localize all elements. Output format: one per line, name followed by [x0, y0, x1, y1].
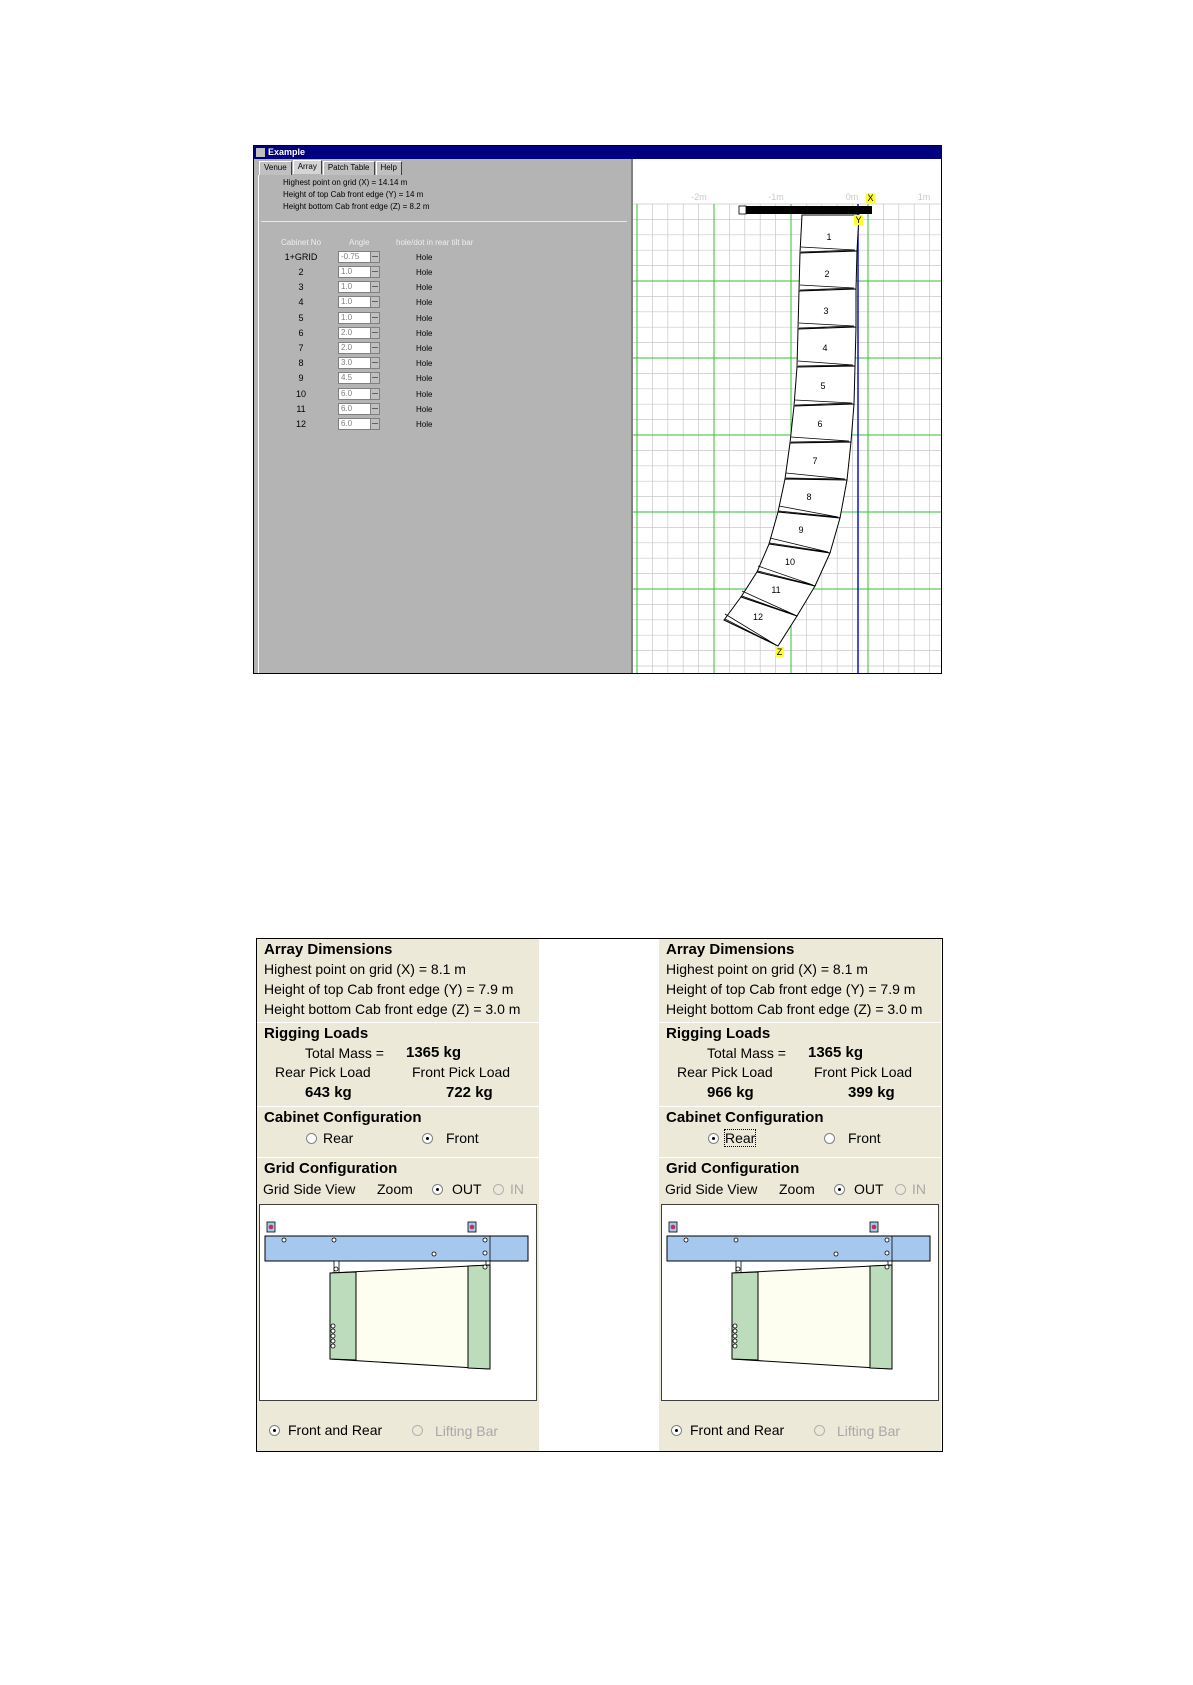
cabinet-row: [259, 280, 459, 294]
axis-tick-label: 0m: [845, 192, 859, 202]
rear-pick-load-label: Rear Pick Load: [677, 1064, 773, 1080]
total-mass-label: Total Mass =: [305, 1045, 384, 1061]
lifting-bar-radio: [412, 1425, 423, 1436]
cabinet-number-label: 6: [817, 419, 823, 429]
info-bottom-cab-height: Height bottom Cab front edge (Z) = 8.2 m: [283, 202, 430, 211]
angle-spinbox[interactable]: [338, 281, 380, 293]
dim-highest-point: Highest point on grid (X) = 8.1 m: [264, 961, 466, 977]
grid-configuration-section: [659, 1158, 941, 1451]
dim-highest-point: Highest point on grid (X) = 8.1 m: [666, 961, 868, 977]
zoom-label: Zoom: [779, 1181, 815, 1197]
front-radio-label[interactable]: Front: [446, 1130, 479, 1146]
angle-spinbox[interactable]: [338, 296, 380, 308]
total-mass-value: 1365 kg: [406, 1044, 462, 1061]
angle-spinbox[interactable]: [338, 251, 380, 263]
grid-bar-end: [739, 206, 746, 214]
rear-radio[interactable]: [708, 1133, 719, 1144]
zoom-out-radio[interactable]: [432, 1184, 443, 1195]
header-cabinet-no: Cabinet No: [281, 238, 322, 247]
rear-radio-label[interactable]: Rear: [323, 1130, 354, 1146]
cabinet-row: [259, 356, 459, 370]
front-pick-load-value: 722 kg: [446, 1084, 493, 1101]
angle-value: -0.75: [341, 252, 360, 261]
hole-value: Hole: [416, 268, 433, 277]
cabinet-number-label: 11: [771, 585, 781, 595]
front-radio[interactable]: [824, 1133, 835, 1144]
rigging-loads-title: Rigging Loads: [666, 1025, 771, 1042]
front-and-rear-label[interactable]: Front and Rear: [690, 1422, 785, 1438]
angle-spinbox[interactable]: [338, 388, 380, 400]
cabinet-number-label: 1: [826, 232, 832, 242]
total-mass-label: Total Mass =: [707, 1045, 786, 1061]
cabinet-row: [259, 265, 459, 279]
dim-top-cab-height: Height of top Cab front edge (Y) = 7.9 m: [264, 981, 514, 997]
hole-value: Hole: [416, 253, 433, 262]
rear-pick-load-label: Rear Pick Load: [275, 1064, 371, 1080]
tab-venue[interactable]: Venue: [259, 161, 292, 175]
spin-arrows-icon[interactable]: [370, 313, 379, 323]
array-plot: [633, 159, 941, 673]
total-mass-value: 1365 kg: [808, 1044, 864, 1061]
hole-value: Hole: [416, 405, 433, 414]
cabinet-number-label: 9: [798, 525, 804, 535]
front-radio-label[interactable]: Front: [848, 1130, 881, 1146]
window-title: Example: [268, 147, 306, 157]
spin-arrows-icon[interactable]: [370, 358, 379, 368]
example-window: [253, 145, 942, 674]
cabinet-number: 1+GRID: [284, 252, 318, 262]
marker-y: Y: [855, 215, 862, 225]
angle-value: 4.5: [341, 373, 353, 382]
axis-tick-label: 1m: [917, 192, 931, 202]
cabinet-configuration-title: Cabinet Configuration: [666, 1109, 824, 1126]
rear-pick-load-value: 643 kg: [305, 1084, 352, 1101]
lifting-bar-label: Lifting Bar: [837, 1423, 901, 1439]
angle-value: 6.0: [341, 419, 353, 428]
front-pick-load-label: Front Pick Load: [412, 1064, 511, 1080]
spin-arrows-icon[interactable]: [370, 252, 379, 262]
front-radio[interactable]: [422, 1133, 433, 1144]
grid-configuration-section: [257, 1158, 539, 1451]
angle-value: 1.0: [341, 282, 353, 291]
zoom-in-label: IN: [510, 1181, 524, 1197]
spin-arrows-icon[interactable]: [370, 267, 379, 277]
marker-z: Z: [776, 647, 783, 657]
config-panel-front: [257, 939, 539, 1451]
array-side-view: [633, 159, 941, 673]
cabinet-number: 5: [298, 313, 304, 323]
cabinet-row: [259, 417, 459, 431]
array-tab-panel: [258, 175, 627, 673]
spin-arrows-icon[interactable]: [370, 343, 379, 353]
rigging-loads-section: [257, 1023, 539, 1107]
cabinet-number-label: 5: [820, 381, 826, 391]
cabinet-row: [259, 326, 459, 340]
grid-configuration-title: Grid Configuration: [666, 1160, 800, 1177]
rigging-loads-title: Rigging Loads: [264, 1025, 369, 1042]
cabinet-configuration-title: Cabinet Configuration: [264, 1109, 422, 1126]
marker-x: X: [867, 193, 874, 203]
header-angle: Angle: [349, 238, 370, 247]
hole-value: Hole: [416, 390, 433, 399]
cabinet-row: [259, 250, 459, 264]
dim-top-cab-height: Height of top Cab front edge (Y) = 7.9 m: [666, 981, 916, 997]
dim-bottom-cab-height: Height bottom Cab front edge (Z) = 3.0 m: [264, 1001, 521, 1017]
spin-arrows-icon[interactable]: [370, 328, 379, 338]
array-dimensions-title: Array Dimensions: [666, 941, 795, 958]
angle-value: 1.0: [341, 313, 353, 322]
array-info: [261, 175, 627, 222]
tab-strip: [259, 161, 403, 175]
rear-radio-label[interactable]: Rear: [725, 1130, 756, 1146]
cabinet-number-label: 8: [806, 492, 812, 502]
cabinet-row: [259, 295, 459, 309]
front-and-rear-radio[interactable]: [269, 1425, 280, 1436]
lifting-bar-label: Lifting Bar: [435, 1423, 499, 1439]
angle-value: 6.0: [341, 389, 353, 398]
info-top-cab-height: Height of top Cab front edge (Y) = 14 m: [283, 190, 424, 199]
front-and-rear-radio[interactable]: [671, 1425, 682, 1436]
grid-drawing: [662, 1205, 938, 1400]
grid-configuration-title: Grid Configuration: [264, 1160, 398, 1177]
hole-value: Hole: [416, 314, 433, 323]
front-and-rear-label[interactable]: Front and Rear: [288, 1422, 383, 1438]
tab-patch-table[interactable]: Patch Table: [323, 161, 375, 175]
spin-arrows-icon[interactable]: [370, 297, 379, 307]
grid-side-view: [661, 1204, 939, 1401]
angle-value: 6.0: [341, 404, 353, 413]
angle-value: 2.0: [341, 328, 353, 337]
front-pick-load-value: 399 kg: [848, 1084, 895, 1101]
angle-spinbox[interactable]: [338, 418, 380, 430]
angle-spinbox[interactable]: [338, 372, 380, 384]
tab-help[interactable]: Help: [376, 161, 402, 175]
zoom-out-radio[interactable]: [834, 1184, 845, 1195]
cabinet-number: 6: [298, 328, 304, 338]
cabinet-number-label: 3: [823, 306, 829, 316]
grid-side-view-label: Grid Side View: [665, 1181, 758, 1197]
cabinet-number-label: 7: [812, 456, 818, 466]
cabinet-number-label: 2: [824, 269, 830, 279]
lifting-bar-radio: [814, 1425, 825, 1436]
hole-value: Hole: [416, 344, 433, 353]
angle-spinbox[interactable]: [338, 342, 380, 354]
spin-arrows-icon[interactable]: [370, 404, 379, 414]
cabinet-configuration-section: [659, 1107, 941, 1158]
hole-value: Hole: [416, 374, 433, 383]
cabinet-number: 7: [298, 343, 304, 353]
array-dimensions-section: [257, 939, 539, 1023]
axis-tick-label: -1m: [768, 192, 784, 202]
hole-value: Hole: [416, 283, 433, 292]
info-highest-point: Highest point on grid (X) = 14.14 m: [283, 178, 408, 187]
front-pick-load-label: Front Pick Load: [814, 1064, 913, 1080]
array-dimensions-section: [659, 939, 941, 1023]
cabinet-number: 11: [296, 404, 306, 414]
cabinet-number-label: 10: [784, 557, 796, 567]
cabinet-row: [259, 371, 459, 385]
cabinet-number: 4: [298, 297, 304, 307]
rigging-grid-bar: [745, 206, 872, 214]
angle-spinbox[interactable]: [338, 312, 380, 324]
cabinet-number-label: 12: [752, 612, 764, 622]
spin-arrows-icon[interactable]: [370, 389, 379, 399]
cabinet-number: 8: [298, 358, 304, 368]
cabinet-number: 10: [295, 389, 306, 399]
grid-side-view: [259, 1204, 537, 1401]
cabinet-configuration-section: [257, 1107, 539, 1158]
grid-side-view-label: Grid Side View: [263, 1181, 356, 1197]
cabinet-row: [259, 387, 459, 401]
cabinet-row: [259, 402, 459, 416]
array-dimensions-title: Array Dimensions: [264, 941, 393, 958]
hole-value: Hole: [416, 420, 433, 429]
left-pane: [254, 159, 633, 673]
cabinet-number: 9: [298, 373, 304, 383]
spin-arrows-icon[interactable]: [370, 419, 379, 429]
dim-bottom-cab-height: Height bottom Cab front edge (Z) = 3.0 m: [666, 1001, 923, 1017]
hole-value: Hole: [416, 329, 433, 338]
angle-value: 1.0: [341, 267, 353, 276]
cabinet-number: 2: [298, 267, 304, 277]
spin-arrows-icon[interactable]: [370, 282, 379, 292]
angle-spinbox[interactable]: [338, 357, 380, 369]
rear-radio[interactable]: [306, 1133, 317, 1144]
zoom-in-radio: [895, 1184, 906, 1195]
cabinet-number: 3: [298, 282, 304, 292]
axis-tick-label: -2m: [691, 192, 707, 202]
zoom-label: Zoom: [377, 1181, 413, 1197]
hole-value: Hole: [416, 359, 433, 368]
hole-value: Hole: [416, 298, 433, 307]
rear-pick-load-value: 966 kg: [707, 1084, 754, 1101]
grid-drawing: [260, 1205, 536, 1400]
angle-value: 1.0: [341, 297, 353, 306]
grid-configuration-comparison: [256, 938, 943, 1452]
app-icon: [256, 148, 265, 157]
zoom-out-label[interactable]: OUT: [452, 1181, 482, 1197]
angle-spinbox[interactable]: [338, 266, 380, 278]
angle-value: 3.0: [341, 358, 353, 367]
zoom-out-label[interactable]: OUT: [854, 1181, 884, 1197]
window-title-bar: [254, 146, 941, 159]
angle-spinbox[interactable]: [338, 403, 380, 415]
header-hole: hole/dot in rear tilt bar: [396, 238, 474, 247]
tab-array[interactable]: Array: [293, 160, 322, 174]
cabinet-row: [259, 341, 459, 355]
cabinet-number-label: 4: [822, 343, 828, 353]
zoom-in-radio: [493, 1184, 504, 1195]
cabinet-number: 12: [295, 419, 306, 429]
cabinet-row: [259, 311, 459, 325]
rigging-loads-section: [659, 1023, 941, 1107]
angle-spinbox[interactable]: [338, 327, 380, 339]
spin-arrows-icon[interactable]: [370, 373, 379, 383]
zoom-in-label: IN: [912, 1181, 926, 1197]
config-panel-rear: [659, 939, 941, 1451]
angle-value: 2.0: [341, 343, 353, 352]
